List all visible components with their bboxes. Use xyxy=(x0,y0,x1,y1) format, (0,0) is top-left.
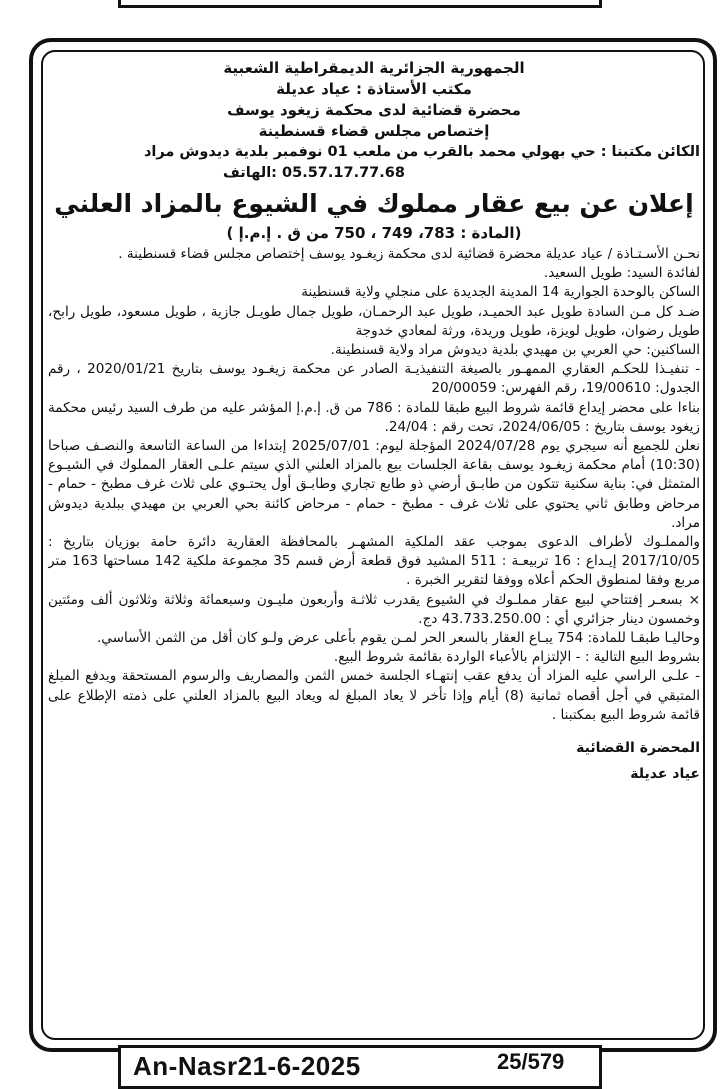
legal-article-reference: (المادة : 783، 749 ، 750 من ق . إ.م.إ ) xyxy=(226,224,522,242)
header-address: الكائن مكتبنا : حي بهولي محمد بالقرب من ملعب 01 نوفمبر بلدية ديدوش مراد xyxy=(143,144,700,160)
announcement-content xyxy=(48,58,700,1038)
announcement-title: إعلان عن بيع عقار مملوك في الشيوع بالمزاد العلني xyxy=(54,189,694,218)
paragraph-deposit: بناءا على محضر إيداع قائمة شروط البيع طبقا للمادة : 786 من ق. إ.م.إ المؤشر عليه من طرف السيد رئيس محكمة زيغود يوسف بتاريخ : 2024/06/05، تحت رقم : 24/04. xyxy=(48,399,700,435)
publication-reference: An-Nasr21-6-2025 xyxy=(133,1051,361,1081)
publication-footer xyxy=(118,1045,602,1089)
announcement-body xyxy=(48,245,700,725)
announcement-number: 25/579 xyxy=(497,1049,565,1074)
header-phone: 05.57.17.77.68 :الهاتف xyxy=(223,165,405,181)
signature-block xyxy=(48,735,700,787)
paragraph-defendants-address: الساكنين: حي العربي بن مهيدي بلدية ديدوش مراد ولاية قسنطينة. xyxy=(330,342,700,359)
header-republic: الجمهورية الجزائرية الديمقراطية الشعبية xyxy=(223,59,525,77)
signature-name: عياد عديلة xyxy=(630,766,700,783)
paragraph-conditions: بشروط البيع التالية : - الإلتزام بالأعباء الواردة بقائمة شروط البيع. xyxy=(333,649,700,666)
header-jurisdiction: إختصاص مجلس قضاء قسنطينة xyxy=(258,122,490,140)
paragraph-bailiff: نحـن الأسـتـاذة / عياد عديلة محضرة قضائية لدى محكمة زيغـود يوسف إختصاص مجلس قضاء قسنطينة . xyxy=(118,246,700,262)
paragraph-defendants: ضـد كل مـن السادة طويل عبد الحميـد، طويل عبد الرحمـان، طويل جمال طويـل جازية ، طويل مسعود، طويل رابح، طويل رضوان، طويل لويزة، طويل وريدة، ورثة لمعادي خدوجة xyxy=(48,303,700,339)
header-office: مكتب الأستاذة : عياد عديلة xyxy=(276,80,472,98)
paragraph-beneficiary-address: الساكن بالوحدة الجوارية 14 المدينة الجديدة على منجلي ولاية قسنطينة xyxy=(301,284,700,301)
paragraph-beneficiary: لفائدة السيد: طويل السعيد. xyxy=(543,265,700,282)
header-court: محضرة قضائية لدى محكمة زيغود يوسف xyxy=(227,101,521,119)
top-box-edge xyxy=(118,0,602,8)
paragraph-auction-date: نعلن للجميع أنه سيجري يوم 2024/07/28 المؤجلة ليوم: 2025/07/01 إبتداءا من الساعة التاسعة والنصـف صباحا (10:30) أمام محكمة زيغـود يوسف بقاعة الجلسات بيع بالمزاد العلني الذي سيتم علـى العقار المملوك في الشيـوع المتمثل في: بناية سكنية تتكون من طابـق أرضي ذو طابع تجاري وطابـق أول يحتـوي على ثلاث غرف مطبخ - حمام - مرحاض وطابق ثاني يحتوي على ثلاث غرف - مطبخ - حمام - مرحاض كائنة بحي العربي بن مهيدي ببلدية ديدوش مراد. xyxy=(48,438,700,531)
paragraph-payment: - علـى الراسي عليه المزاد أن يدفع عقب إنتهـاء الجلسة خمس الثمن والمصاريف والرسوم المستحقة ويدفع المبلغ المتبقي في أجل أقصاه ثمانية (8) أيام وإذا تأخر لا يعاد المبلغ له ويعاد البيع بالمزاد العلني على ذمته الإطلاع على قائمة شروط البيع بمكتبنا . xyxy=(48,668,700,723)
paragraph-free-price: وحاليـا طبقـا للمادة: 754 يبـاع العقار بالسعر الحر لمـن يقوم بأعلى عرض ولـو كان أقل من الثمن الأساسي. xyxy=(96,630,700,647)
paragraph-judgment: - تنفيـذا للحكـم العقاري الممهـور بالصيغة التنفيذيـة الصادر عن محكمة زيغـود يوسف بتاريخ 2020/01/21 ، رقم الجدول: 19/00610، رقم الفهرس: 20/00059 xyxy=(48,361,700,397)
paragraph-starting-price: × بسعـر إفتتاحي لبيع عقار مملـوك في الشيوع يقدرب ثلاثـة وأربعون مليـون وسبعمائة وثلاثة وثلاثون ألف ومئتين وخمسون دينار جزائري أي : 43.733.250.00 دج. xyxy=(48,591,700,627)
paragraph-ownership: والمملـوك لأطراف الدعوى بموجب عقد الملكية المشهـر بالمحافظة العقارية دائرة حامة بوزيان بتاريخ : 2017/10/05 إيـداع : 16 تربيعـة : 511 المشيد فوق قطعة أرض قسم 35 مجموعة ملكية 142 مساحتها 163 متر مربع وفقا لمنطوق الحكم أعلاه ووفقا لتقرير الخبرة . xyxy=(48,534,700,589)
signature-role: المحضرة القضائية xyxy=(576,740,700,757)
